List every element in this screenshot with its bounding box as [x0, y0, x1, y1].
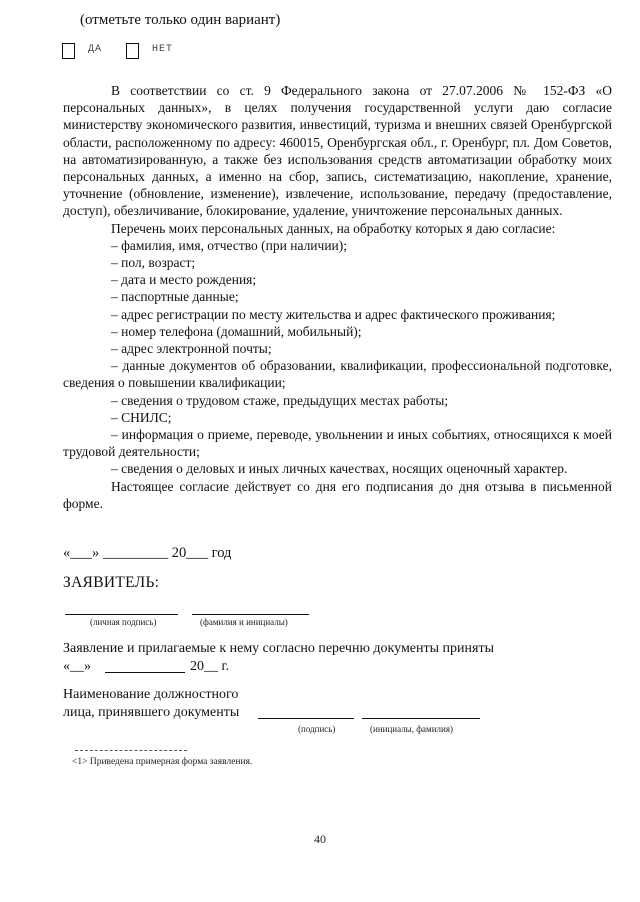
list-item: – пол, возраст; — [111, 255, 196, 271]
applicant-title: ЗАЯВИТЕЛЬ: — [63, 574, 160, 591]
no-label: НЕТ — [152, 44, 174, 55]
acceptance-date-day: «__» — [63, 659, 91, 674]
applicant-name-caption: (фамилия и инициалы) — [200, 617, 288, 627]
page-number: 40 — [314, 832, 326, 846]
official-block — [63, 686, 239, 722]
yes-label: ДА — [88, 44, 103, 55]
footnote-separator — [75, 750, 187, 751]
official-label-line1: Наименование должностного — [63, 687, 239, 702]
acceptance-statement — [63, 640, 494, 676]
official-signature-caption: (подпись) — [298, 724, 336, 734]
consent-body — [63, 82, 612, 512]
list-item: – номер телефона (домашний, мобильный); — [111, 323, 362, 339]
list-item: – сведения о деловых и иных личных качествах, носящих оценочный характер. — [111, 461, 568, 477]
list-item: – адрес электронной почты; — [111, 341, 272, 357]
consent-intro: В соответствии со ст. 9 Федерального закона от 27.07.2006 № 152-ФЗ «О персональных данных», в целях получения государственной услуги даю согласие министерству экономического развития, инвестиций, туризма и внешних связей Оренбургской области, расположенному по адресу: 460015, Оренбургская обл., г. Оренбург, пл. Дом Советов, на автоматизированную, а также без использования средств автоматизации обработку моих персональных данных, а именно на сбор, запись, систематизацию, накопление, хранение, уточнение (обновление, изменение), извлечение, использование, передачу (предоставление, доступ), обезличивание, блокирование, удаление, уничтожение персональных данных. — [63, 83, 612, 219]
list-item: – сведения о трудовом стаже, предыдущих местах работы; — [111, 392, 449, 408]
applicant-name-line[interactable] — [192, 614, 309, 615]
personal-data-list — [63, 237, 612, 478]
list-item: – паспортные данные; — [111, 289, 239, 305]
footnote: <1> Приведена примерная форма заявления. — [72, 757, 253, 767]
official-name-caption: (инициалы, фамилия) — [370, 724, 453, 734]
list-intro: Перечень моих персональных данных, на обработку которых я даю согласие: — [111, 220, 556, 236]
yes-checkbox[interactable] — [62, 43, 75, 59]
consent-date-line: «___» _________ 20___ год — [63, 545, 232, 561]
official-name-line[interactable] — [362, 718, 480, 719]
choose-one-instruction: (отметьте только один вариант) — [80, 12, 281, 28]
official-signature-line[interactable] — [258, 718, 354, 719]
list-item: – информация о приеме, переводе, увольнении и иных событиях, относящихся к моей трудовой деятельности; — [63, 427, 612, 460]
no-checkbox[interactable] — [126, 43, 139, 59]
acceptance-date-year: 20__ г. — [190, 659, 230, 674]
acceptance-line: Заявление и прилагаемые к нему согласно перечню документы приняты — [63, 641, 494, 656]
acceptance-month-line[interactable] — [105, 672, 185, 673]
list-item: – данные документов об образовании, квалификации, профессиональной подготовке, сведения о повышении квалификации; — [63, 358, 612, 391]
official-label-line2: лица, принявшего документы — [63, 705, 240, 720]
consent-validity: Настоящее согласие действует со дня его подписания до дня отзыва в письменной форме. — [63, 478, 612, 511]
applicant-signature-caption: (личная подпись) — [90, 617, 157, 627]
list-item: – адрес регистрации по месту жительства и адрес фактического проживания; — [111, 306, 556, 322]
list-item: – фамилия, имя, отчество (при наличии); — [111, 237, 348, 253]
list-item: – дата и место рождения; — [111, 272, 257, 288]
list-item: – СНИЛС; — [111, 409, 172, 425]
applicant-signature-line[interactable] — [65, 614, 178, 615]
